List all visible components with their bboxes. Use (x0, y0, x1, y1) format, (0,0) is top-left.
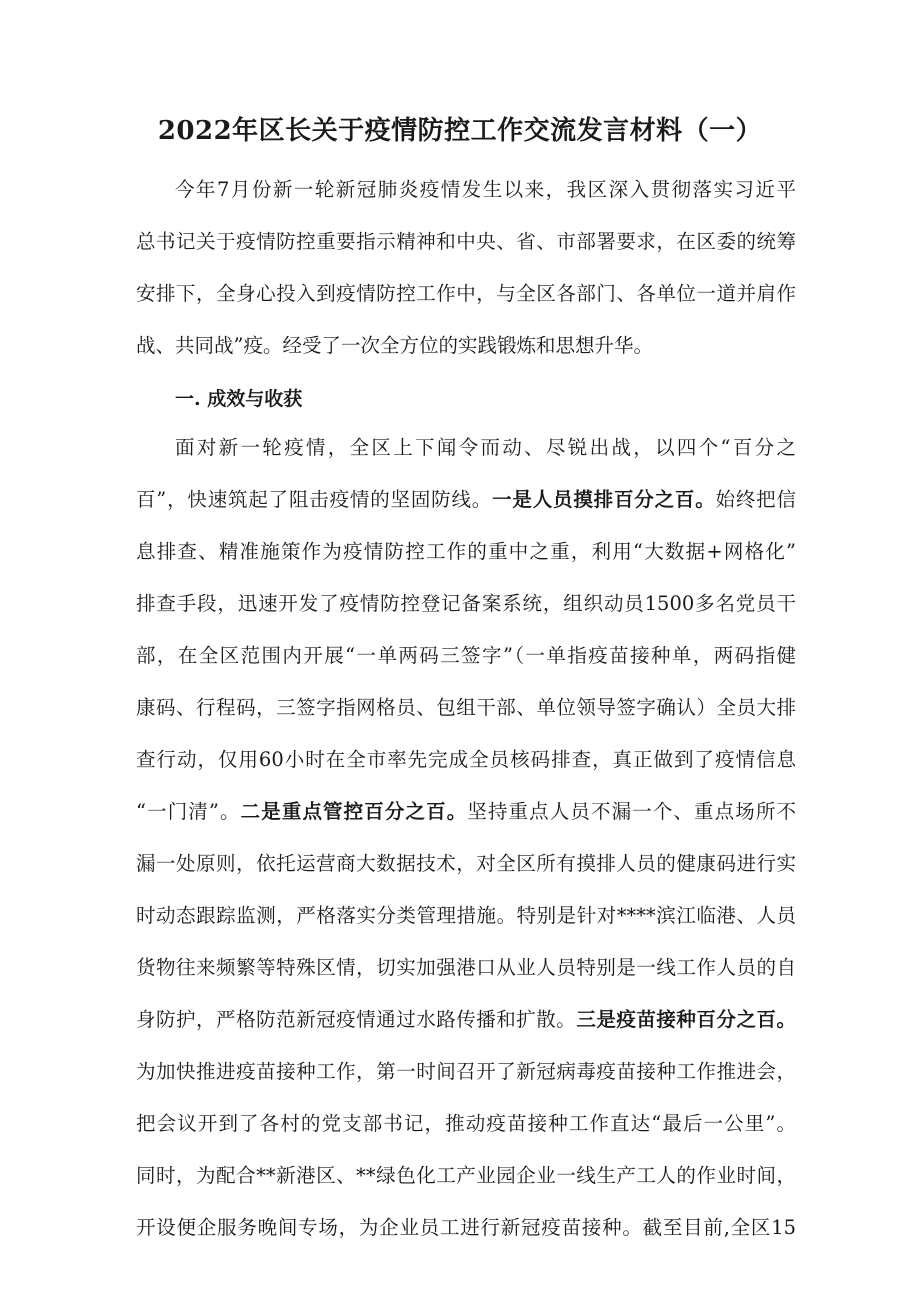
bold-keypoint: 一是人员摸排百分之百。 (492, 488, 716, 511)
paragraph-line: 息排查、精准施策作为疫情防控工作的重中之重，利用“大数据+网格化” (136, 540, 796, 563)
paragraph-line: 开设便企服务晚间专场，为企业员工进行新冠疫苗接种。截至目前,全区15 (136, 1216, 796, 1239)
text-run: 坚持重点人员不漏一个、重点场所不 (467, 800, 796, 823)
paragraph-line: 时动态跟踪监测，严格落实分类管理措施。特别是针对****滨江临港、人员 (136, 904, 796, 927)
paragraph-line: 漏一处原则，依托运营商大数据技术，对全区所有摸排人员的健康码进行实 (136, 852, 796, 875)
text-run: “一门清”。 (136, 800, 241, 823)
paragraph-line: 安排下，全身心投入到疫情防控工作中，与全区各部门、各单位一道并肩作 (136, 282, 796, 305)
paragraph-line: 面对新一轮疫情，全区上下闻令而动、尽锐出战，以四个“百分之 (175, 436, 796, 459)
paragraph-line: 康码、行程码，三签字指网格员、包组干部、单位领导签字确认）全员大排 (136, 696, 796, 719)
text-run: 身防护，严格防范新冠疫情通过水路传播和扩散。 (136, 1008, 577, 1031)
document-title: 2022年区长关于疫情防控工作交流发言材料（一） (157, 116, 763, 146)
paragraph-line: 今年7月份新一轮新冠肺炎疫情发生以来，我区深入贯彻落实习近平 (175, 178, 796, 201)
paragraph-line (136, 800, 796, 824)
paragraph-line (136, 488, 796, 512)
paragraph-line (136, 1008, 796, 1032)
bold-keypoint: 三是疫苗接种百分之百。 (576, 1008, 796, 1031)
paragraph-line: 把会议开到了各村的党支部书记，推动疫苗接种工作直达“最后一公里”。 (136, 1112, 796, 1135)
paragraph-line: 部，在全区范围内开展“一单两码三签字”（一单指疫苗接种单，两码指健 (136, 644, 796, 667)
paragraph-line: 查行动，仅用60小时在全市率先完成全员核码排查，真正做到了疫情信息 (136, 748, 796, 771)
paragraph-line: 排查手段，迅速开发了疫情防控登记备案系统，组织动员1500多名党员干 (136, 592, 796, 615)
paragraph-line: 同时，为配合**新港区、**绿色化工产业园企业一线生产工人的作业时间， (136, 1164, 796, 1187)
paragraph-line: 为加快推进疫苗接种工作，第一时间召开了新冠病毒疫苗接种工作推进会， (136, 1060, 796, 1083)
paragraph-line: 总书记关于疫情防控重要指示精神和中央、省、市部署要求，在区委的统筹 (136, 230, 796, 253)
section-heading: 一. 成效与收获 (175, 388, 303, 410)
paragraph-line: 货物往来频繁等特殊区情，切实加强港口从业人员特别是一线工作人员的自 (136, 956, 796, 979)
text-run: 始终把信 (715, 488, 796, 511)
bold-keypoint: 二是重点管控百分之百。 (240, 800, 468, 823)
paragraph-line: 战、共同战”疫。经受了一次全方位的实践锻炼和思想升华。 (136, 334, 653, 357)
text-run: 百”，快速筑起了阻击疫情的坚固防线。 (136, 488, 493, 511)
